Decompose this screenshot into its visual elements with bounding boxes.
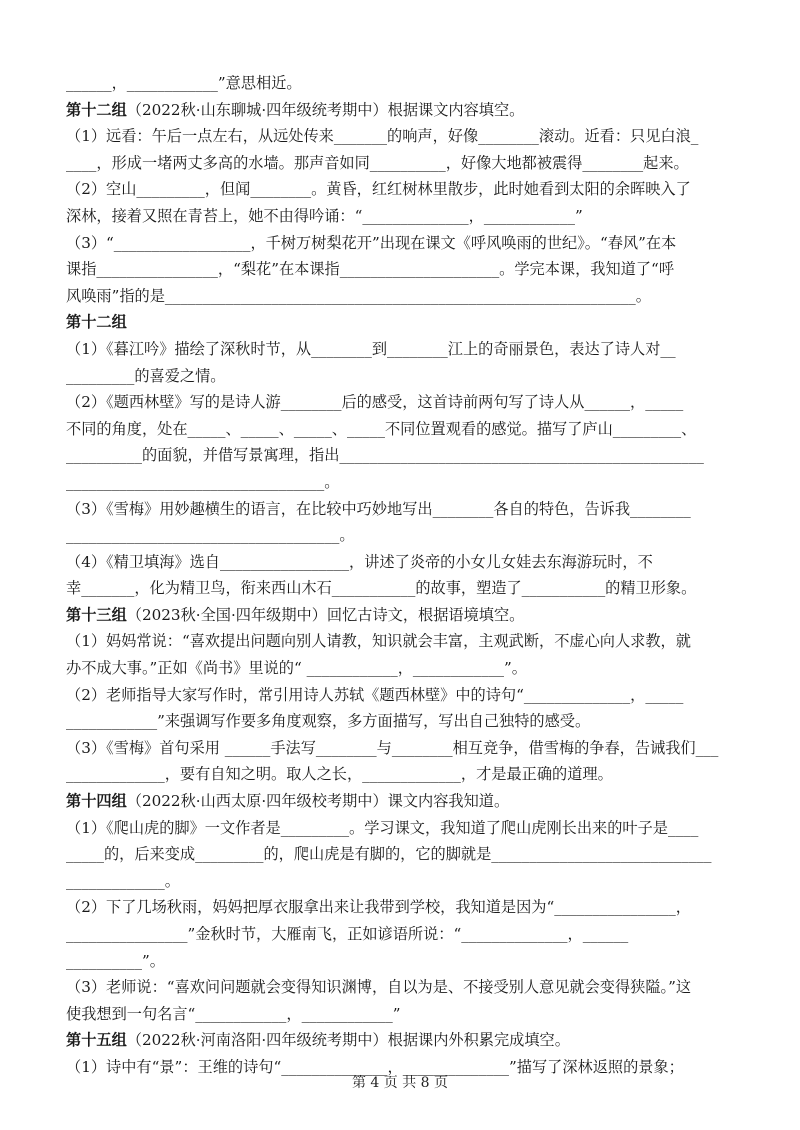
line-text: 不同的角度，处在_____、_____、_____、_____不同位置观看的感觉。描写了庐山_________、 — [66, 419, 697, 438]
line-text: ____________”来强调写作要多角度观察，多方面描写，写出自己独特的感受。 — [66, 712, 591, 731]
text-line — [66, 176, 736, 203]
text-line — [66, 283, 736, 310]
text-line — [66, 496, 736, 523]
line-text: _____的，后来变成_________的，爬山虎是有脚的，它的脚就是_____________________________ — [66, 845, 712, 864]
section-instruction: （2022秋·山西太原·四年级校考期中）课文内容我知道。 — [126, 792, 510, 811]
section-instruction: （2023秋·全国·四年级期中）回忆古诗文，根据语境填空。 — [126, 605, 525, 624]
text-line — [66, 150, 736, 177]
text-line — [66, 522, 736, 549]
text-line — [66, 70, 736, 97]
text-line — [66, 761, 736, 788]
line-text: ____________________________________。 — [66, 526, 355, 545]
line-text: （2）《题西林壁》写的是诗人游________后的感受，这首诗前两句写了诗人从______，_____ — [66, 393, 684, 412]
text-line — [66, 708, 736, 735]
line-text: 办不成大事。”正如《尚书》里说的“ ____________，____________”。 — [66, 659, 527, 678]
text-line — [66, 1001, 736, 1028]
section-heading: 第十四组 — [66, 792, 127, 811]
section-instruction: （2022秋·河南洛阳·四年级统考期中）根据课内外积累完成填空。 — [126, 1031, 570, 1050]
line-text: （3）《雪梅》首句采用 ______手法写________与________相互竞争，借雪梅的争春，告诫我们___ — [66, 738, 719, 757]
text-line — [66, 841, 736, 868]
line-text: （3）老师说：“喜欢问问题就会变得知识渊博，自以为是、不接受别人意见就会变得狭隘。”这 — [66, 978, 692, 997]
line-text: _________的喜爱之情。 — [66, 366, 226, 385]
text-line — [66, 974, 736, 1001]
text-line — [66, 336, 736, 363]
section-heading: 第十五组 — [66, 1031, 127, 1050]
line-text: ______，____________”意思相近。 — [66, 74, 302, 92]
line-text: 课指________________，“梨花”在本课指_____________________。学完本课，我知道了“呼 — [66, 260, 675, 279]
text-line — [66, 894, 736, 921]
section-heading: 第十二组 — [66, 100, 127, 119]
text-line — [66, 948, 736, 975]
text-line — [66, 389, 736, 416]
text-line — [66, 230, 736, 257]
text-line — [66, 921, 736, 948]
line-text: （3）“__________________，千树万树梨花开”出现在课文《呼风唤雨的世纪》。“春风”在本 — [66, 233, 677, 252]
text-line — [66, 655, 736, 682]
section-heading-line — [66, 97, 736, 124]
line-text: 风唤雨”指的是______________________________________________________________。 — [66, 286, 651, 305]
line-text: （1）远看：午后一点左右，从远处传来_______的响声，好像________滚动。近看：只见白浪_ — [66, 127, 699, 146]
section-heading-line — [66, 309, 736, 336]
section-heading: 第十三组 — [66, 605, 127, 624]
text-line — [66, 549, 736, 576]
section-instruction: （2022秋·山东聊城·四年级统考期中）根据课文内容填空。 — [126, 100, 525, 119]
line-text: 幸_______，化为精卫鸟，衔来西山木石___________的故事，塑造了___________的精卫形象。 — [66, 579, 697, 598]
text-line — [66, 815, 736, 842]
line-text: （1）妈妈常说：“喜欢提出问题向别人请教，知识就会丰富，主观武断，不虚心向人求教，就 — [66, 632, 691, 651]
text-line — [66, 735, 736, 762]
text-line — [66, 868, 736, 895]
section-heading-line — [66, 788, 736, 815]
line-text: __________的面貌，并借写景寓理，指出________________________________________________ — [66, 446, 704, 465]
section-heading-line — [66, 1027, 736, 1054]
line-text: _____________，要有自知之明。取人之长，_____________，才是最正确的道理。 — [66, 765, 613, 784]
line-text: 深林，接着又照在青苔上，她不由得吟诵：“______________，____________” — [66, 206, 583, 225]
section-heading: 第十二组 — [66, 313, 127, 332]
line-text: （2）空山_________，但闻________。黄昏，红红树林里散步，此时她看到太阳的余晖映入了 — [66, 180, 691, 199]
text-line — [66, 628, 736, 655]
line-text: ____，形成一堵两丈多高的水墙。那声音如同__________，好像大地都被震得________起来。 — [66, 153, 689, 172]
line-text: （1）《暮江吟》描绘了深秋时节，从________到________江上的奇丽景色，表达了诗人对__ — [66, 339, 676, 358]
line-text: （3）《雪梅》用妙趣横生的语言，在比较中巧妙地写出________各自的特色，告诉我________ — [66, 499, 691, 518]
text-line — [66, 442, 736, 469]
text-line — [66, 575, 736, 602]
line-text: __________”。 — [66, 951, 165, 970]
section-heading-line — [66, 602, 736, 629]
line-text: （1）诗中有“景”：王维的诗句“______________，______________”描写了深林返照的景象； — [66, 1057, 684, 1076]
text-line — [66, 469, 736, 496]
document-body — [66, 70, 736, 1081]
line-text: ________________”金秋时节，大雁南飞，正如谚语所说：“______________，______ — [66, 925, 629, 943]
text-line — [66, 203, 736, 230]
text-line — [66, 123, 736, 150]
line-text: 使我想到一句名言“____________，____________” — [66, 1004, 401, 1023]
line-text: （2）下了几场秋雨，妈妈把厚衣服拿出来让我带到学校，我知道是因为“________________， — [66, 898, 691, 917]
text-line — [66, 256, 736, 283]
line-text: （2）老师指导大家写作时，常引用诗人苏轼《题西林壁》中的诗句“______________，_____ — [66, 685, 684, 704]
line-text: __________________________________。 — [66, 472, 340, 491]
text-line — [66, 363, 736, 390]
page-footer: 第 4 页 共 8 页 — [351, 1075, 449, 1091]
text-line — [66, 682, 736, 709]
line-text: （4）《精卫填海》选自_________________，讲述了炎帝的小女儿女娃去东海游玩时，不 — [66, 552, 653, 571]
line-text: （1）《爬山虎的脚》一文作者是_________。学习课文，我知道了爬山虎刚长出来的叶子是____ — [66, 818, 699, 837]
text-line — [66, 416, 736, 443]
line-text: _____________。 — [66, 871, 180, 890]
